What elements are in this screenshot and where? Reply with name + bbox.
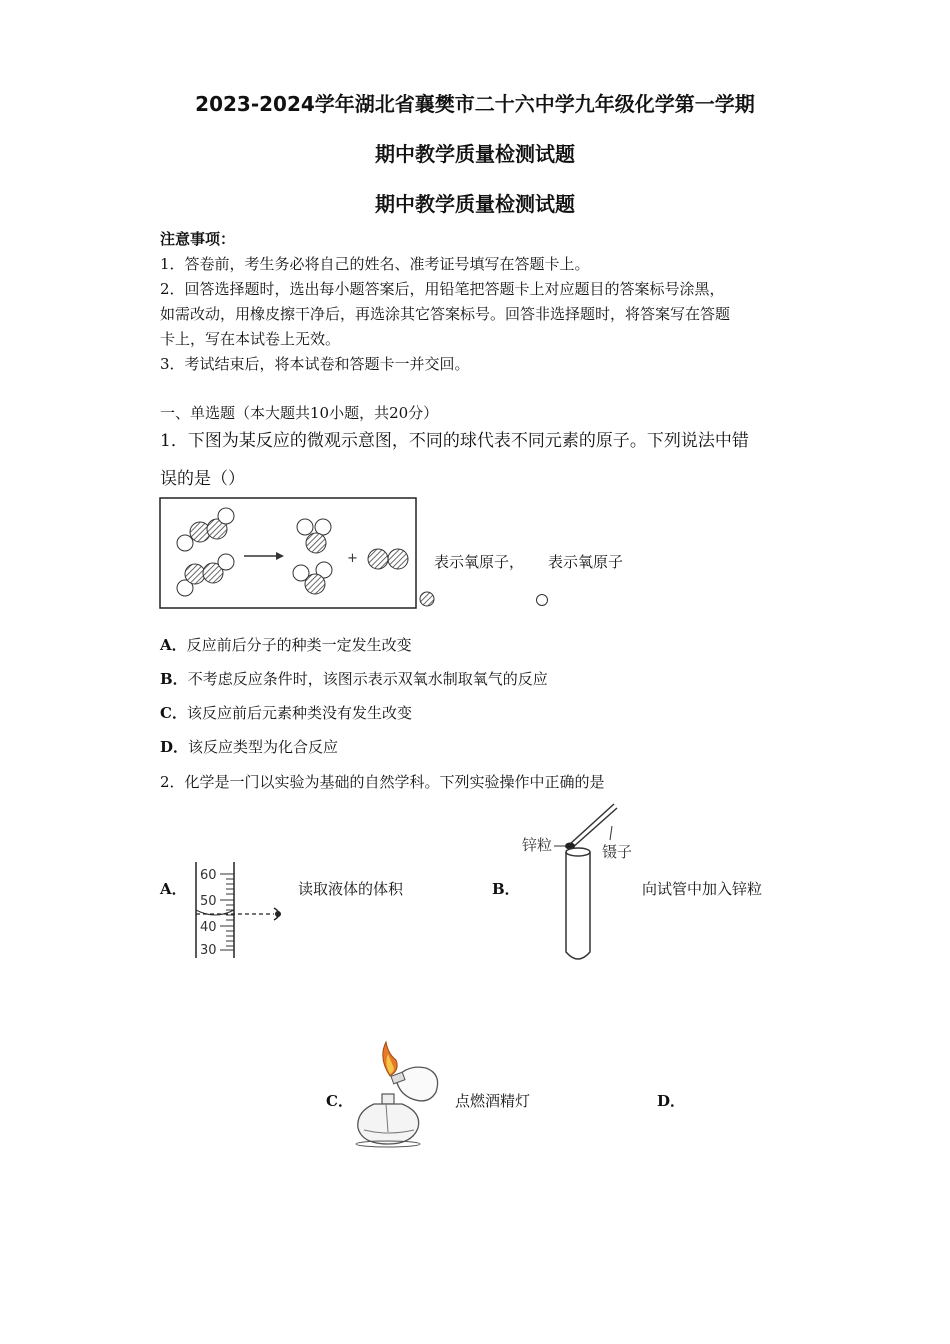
product-oxygen-molecule [368, 549, 408, 569]
plus-sign: + [347, 551, 358, 566]
question-1-stem-line2: 误的是（） [160, 469, 245, 489]
tick-label: 30 [200, 943, 217, 958]
question-2-option-b-letter[interactable]: B． [492, 880, 520, 898]
option-letter: B． [160, 670, 188, 688]
reaction-arrow [244, 552, 284, 560]
notice-item-2-line1: 2．回答选择题时，选出每小题答案后，用铅笔把答题卡上对应题目的答案标号涂黑， [160, 280, 725, 298]
option-text: 该反应类型为化合反应 [188, 738, 339, 756]
legend-hatched-atom-icon [420, 592, 434, 606]
tick-label: 50 [200, 894, 217, 909]
alcohol-lamp-figure [350, 1040, 454, 1148]
question-1-option-c[interactable] [160, 702, 412, 723]
tick-label: 60 [200, 868, 217, 883]
question-2-option-a-letter[interactable]: A． [160, 880, 187, 898]
page-title: 2023-2024学年湖北省襄樊市二十六中学九年级化学第一学期 [195, 92, 755, 116]
reactant-molecule-1 [177, 508, 234, 551]
question-1-option-b[interactable] [160, 668, 548, 689]
question-2-stem: 2．化学是一门以实验为基础的自然学科。下列实验操作中正确的是 [160, 773, 605, 791]
alcohol-lamp-icon [356, 1094, 420, 1147]
flame-icon [383, 1042, 397, 1076]
legend-plain-atom-icon [537, 595, 548, 606]
legend-plain-label: 表示氧原子 [548, 553, 624, 571]
graduated-cylinder-figure [190, 858, 300, 964]
section-heading: 一、单选题（本大题共10小题，共20分） [160, 404, 439, 422]
option-letter: A． [160, 636, 187, 654]
option-text: 反应前后分子的种类一定发生改变 [186, 636, 412, 654]
eye-icon [274, 908, 281, 920]
legend-hatched-label: 表示氧原子， [434, 553, 525, 571]
question-2-option-c-letter[interactable]: C． [326, 1092, 353, 1110]
question-2-option-c-text: 点燃酒精灯 [455, 1092, 531, 1110]
page-subtitle: 期中教学质量检测试题 [375, 142, 575, 166]
reactant-molecule-2 [177, 554, 234, 596]
tick-label: 40 [200, 920, 217, 935]
test-tube-figure [518, 800, 642, 966]
question-2-option-a-text: 读取液体的体积 [298, 880, 404, 898]
question-2-option-b-text: 向试管中加入锌粒 [642, 880, 763, 898]
question-2-option-d-letter[interactable]: D． [657, 1092, 686, 1110]
tweezers-icon [570, 804, 617, 848]
option-letter: D． [160, 738, 189, 756]
zinc-label: 锌粒 [522, 836, 553, 854]
question-1-option-d[interactable] [160, 736, 338, 757]
page-subtitle-repeat: 期中教学质量检测试题 [375, 192, 575, 216]
notice-item-2-line3: 卡上，写在本试卷上无效。 [160, 330, 341, 348]
option-text: 不考虑反应条件时，该图示表示双氧水制取氧气的反应 [187, 670, 548, 688]
product-molecule-1 [297, 519, 331, 553]
question-1-option-a[interactable] [160, 634, 412, 655]
notice-heading: 注意事项： [160, 230, 236, 248]
option-text: 该反应前后元素种类没有发生改变 [186, 704, 412, 722]
second-lamp-icon [391, 1067, 438, 1101]
tweezers-label: 镊子 [602, 843, 633, 861]
notice-item-1: 1．答卷前，考生务必将自己的姓名、准考证号填写在答题卡上。 [160, 255, 590, 273]
test-tube-icon [566, 848, 590, 959]
option-letter: C． [160, 704, 187, 722]
question-1-stem-line1: 1．下图为某反应的微观示意图，不同的球代表不同元素的原子。下列说法中错 [160, 431, 749, 451]
notice-item-2-line2: 如需改动，用橡皮擦干净后，再选涂其它答案标号。回答非选择题时，将答案写在答题 [160, 305, 731, 323]
notice-item-3: 3．考试结束后，将本试卷和答题卡一并交回。 [160, 355, 470, 373]
product-molecule-2 [293, 562, 332, 594]
